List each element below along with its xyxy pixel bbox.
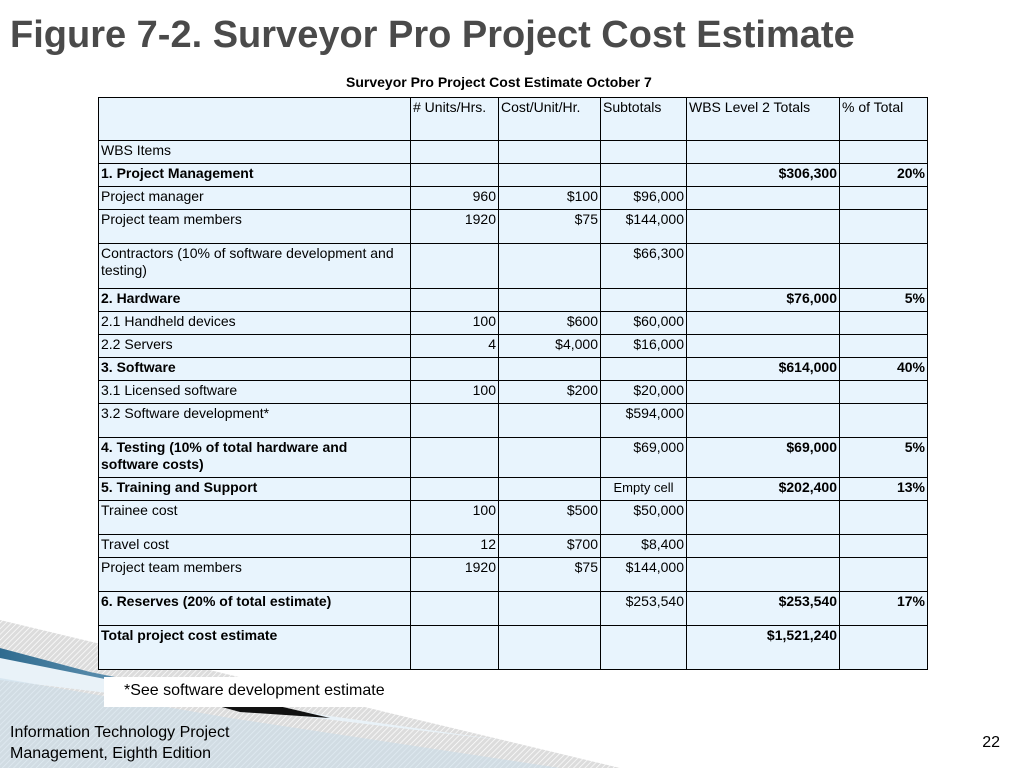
cell-item: 5. Training and Support (99, 478, 411, 501)
header-cell-wbs-totals: WBS Level 2 Totals (687, 98, 840, 141)
cell-subtotal: Empty cell (601, 478, 687, 501)
cell-units: 100 (411, 312, 499, 335)
cell-subtotal: $20,000 (601, 381, 687, 404)
table-row (99, 312, 928, 335)
cell-subtotal (601, 141, 687, 164)
cell-units (411, 478, 499, 501)
cell-percent (840, 312, 928, 335)
cell-percent: 40% (840, 358, 928, 381)
table-row (99, 335, 928, 358)
table-caption: Surveyor Pro Project Cost Estimate October 7 (346, 74, 652, 90)
cell-cost (499, 438, 601, 478)
cell-units (411, 438, 499, 478)
cell-subtotal: $96,000 (601, 187, 687, 210)
page-number: 22 (982, 734, 1000, 751)
cell-total (687, 141, 840, 164)
cell-units: 100 (411, 381, 499, 404)
cell-units (411, 626, 499, 670)
cell-cost (499, 244, 601, 289)
cell-units (411, 358, 499, 381)
cell-cost (499, 404, 601, 438)
cell-cost (499, 478, 601, 501)
cell-subtotal: $60,000 (601, 312, 687, 335)
cell-total (687, 381, 840, 404)
table-row (99, 187, 928, 210)
cell-percent (840, 187, 928, 210)
header-cell-cost: Cost/Unit/Hr. (499, 98, 601, 141)
table-row (99, 141, 928, 164)
cell-percent (840, 626, 928, 670)
cell-units: 1920 (411, 210, 499, 244)
table-row (99, 501, 928, 535)
cell-item: Project team members (99, 210, 411, 244)
cell-subtotal: $66,300 (601, 244, 687, 289)
cell-item: Travel cost (99, 535, 411, 558)
cell-item: Project manager (99, 187, 411, 210)
cell-cost (499, 358, 601, 381)
cell-total: $306,300 (687, 164, 840, 187)
cell-percent: 20% (840, 164, 928, 187)
cell-total (687, 244, 840, 289)
cell-cost: $700 (499, 535, 601, 558)
cell-cost: $500 (499, 501, 601, 535)
cell-subtotal: $8,400 (601, 535, 687, 558)
cell-percent: 5% (840, 438, 928, 478)
table-row (99, 289, 928, 312)
cell-total (687, 312, 840, 335)
cell-item: Trainee cost (99, 501, 411, 535)
cell-cost: $4,000 (499, 335, 601, 358)
cell-percent (840, 404, 928, 438)
cell-percent: 13% (840, 478, 928, 501)
cell-item: 4. Testing (10% of total hardware and software costs) (99, 438, 411, 478)
cell-percent (840, 141, 928, 164)
table-row (99, 358, 928, 381)
cell-subtotal: $253,540 (601, 592, 687, 626)
slide-title: Figure 7-2. Surveyor Pro Project Cost Estimate (10, 14, 855, 56)
cell-units (411, 164, 499, 187)
cell-total (687, 501, 840, 535)
cell-cost: $600 (499, 312, 601, 335)
table-row (99, 478, 928, 501)
cell-units (411, 404, 499, 438)
cell-units: 1920 (411, 558, 499, 592)
cell-total (687, 335, 840, 358)
cell-total (687, 210, 840, 244)
cell-units (411, 289, 499, 312)
cell-cost (499, 592, 601, 626)
header-cell-item (99, 98, 411, 141)
cell-total: $253,540 (687, 592, 840, 626)
cell-item: 6. Reserves (20% of total estimate) (99, 592, 411, 626)
header-cell-subtotals: Subtotals (601, 98, 687, 141)
cell-item: 2. Hardware (99, 289, 411, 312)
cell-item: 3. Software (99, 358, 411, 381)
cost-estimate-table (98, 97, 928, 670)
cell-subtotal: $50,000 (601, 501, 687, 535)
cell-cost: $200 (499, 381, 601, 404)
cell-item: WBS Items (99, 141, 411, 164)
cell-total (687, 558, 840, 592)
cell-cost (499, 289, 601, 312)
cell-cost: $75 (499, 558, 601, 592)
cell-item: Total project cost estimate (99, 626, 411, 670)
cell-item: 1. Project Management (99, 164, 411, 187)
header-cell-units: # Units/Hrs. (411, 98, 499, 141)
cell-percent: 17% (840, 592, 928, 626)
cell-item: 2.1 Handheld devices (99, 312, 411, 335)
cell-item: 3.1 Licensed software (99, 381, 411, 404)
cell-percent (840, 501, 928, 535)
cell-subtotal: $144,000 (601, 558, 687, 592)
cell-cost (499, 626, 601, 670)
cell-subtotal: $69,000 (601, 438, 687, 478)
cell-subtotal (601, 164, 687, 187)
cell-total (687, 404, 840, 438)
table-row (99, 558, 928, 592)
cell-item: Project team members (99, 558, 411, 592)
cell-cost: $75 (499, 210, 601, 244)
cell-percent (840, 335, 928, 358)
table-row (99, 626, 928, 670)
cell-subtotal (601, 358, 687, 381)
cell-percent (840, 381, 928, 404)
cell-units (411, 141, 499, 164)
table-header-row (99, 98, 928, 141)
header-cell-percent: % of Total (840, 98, 928, 141)
cell-units: 100 (411, 501, 499, 535)
cell-units (411, 592, 499, 626)
table-row (99, 404, 928, 438)
table-row (99, 535, 928, 558)
table-row (99, 438, 928, 478)
cell-percent: 5% (840, 289, 928, 312)
cell-percent (840, 244, 928, 289)
cell-subtotal: $16,000 (601, 335, 687, 358)
footnote: *See software development estimate (104, 677, 416, 707)
cell-percent (840, 558, 928, 592)
cell-cost (499, 164, 601, 187)
cell-total: $76,000 (687, 289, 840, 312)
cell-subtotal: $594,000 (601, 404, 687, 438)
cell-total (687, 187, 840, 210)
cell-total: $69,000 (687, 438, 840, 478)
cell-units: 960 (411, 187, 499, 210)
cell-cost: $100 (499, 187, 601, 210)
cell-total: $202,400 (687, 478, 840, 501)
cell-total: $614,000 (687, 358, 840, 381)
cell-item: 3.2 Software development* (99, 404, 411, 438)
cell-units: 4 (411, 335, 499, 358)
cell-item: Contractors (10% of software development and testing) (99, 244, 411, 289)
cell-subtotal: $144,000 (601, 210, 687, 244)
cell-units (411, 244, 499, 289)
cell-total (687, 535, 840, 558)
table-row (99, 164, 928, 187)
table-row (99, 592, 928, 626)
cell-percent (840, 210, 928, 244)
cell-cost (499, 141, 601, 164)
table-row (99, 210, 928, 244)
cell-subtotal (601, 626, 687, 670)
footer-text: Information Technology Project Management, Eighth Edition (10, 724, 230, 762)
cell-item: 2.2 Servers (99, 335, 411, 358)
cell-total: $1,521,240 (687, 626, 840, 670)
cell-subtotal (601, 289, 687, 312)
cell-percent (840, 535, 928, 558)
table-row (99, 381, 928, 404)
cell-units: 12 (411, 535, 499, 558)
table-row (99, 244, 928, 289)
